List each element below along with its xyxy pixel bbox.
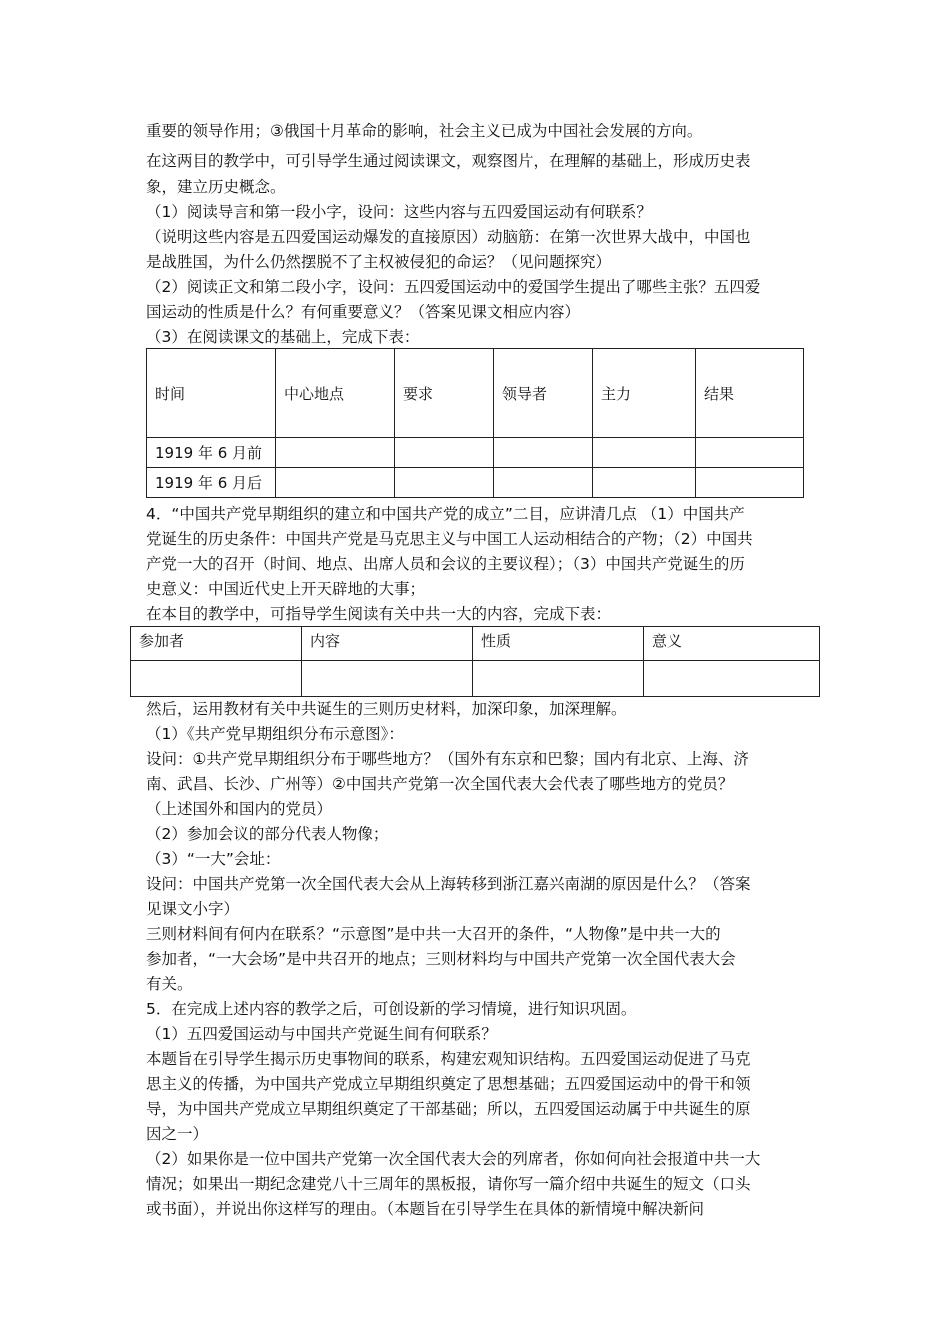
paragraph-line: （2）参加会议的部分代表人物像；	[146, 825, 389, 843]
paragraph-line: 参加者，“一大会场”是中共召开的地点；三则材料均与中国共产党第一次全国代表大会	[146, 950, 736, 968]
table-cell	[696, 468, 804, 498]
table-cell	[395, 438, 494, 468]
table-cell	[131, 661, 302, 697]
paragraph-line: 情况；如果出一期纪念建党八十三周年的黑板报，请你写一篇介绍中共诞生的短文（口头	[146, 1175, 751, 1193]
table-cell	[302, 661, 473, 697]
table-cell	[593, 438, 696, 468]
table-header-cell: 性质	[473, 627, 644, 661]
paragraph-line: （3）“一大”会址：	[146, 850, 281, 868]
table-header-cell: 时间	[147, 349, 276, 438]
paragraph-line: 设问：中国共产党第一次全国代表大会从上海转移到浙江嘉兴南湖的原因是什么？（答案	[146, 875, 751, 893]
paragraph-line: 三则材料间有何内在联系？“示意图”是中共一大召开的条件，“人物像”是中共一大的	[146, 925, 721, 943]
paragraph-line: 国运动的性质是什么？有何重要意义？（答案见课文相应内容）	[146, 303, 581, 321]
congress-table	[130, 626, 820, 697]
table-cell	[395, 468, 494, 498]
paragraph-line: 在本目的教学中，可指导学生阅读有关中共一大的内容，完成下表：	[146, 605, 612, 623]
table-header-cell: 内容	[302, 627, 473, 661]
paragraph-line: 是战胜国，为什么仍然摆脱不了主权被侵犯的命运？（见问题探究）	[146, 253, 612, 271]
paragraph-line: 在这两目的教学中，可引导学生通过阅读课文，观察图片，在理解的基础上，形成历史表	[146, 152, 751, 170]
paragraph-line: 或书面），并说出你这样写的理由。（本题旨在引导学生在具体的新情境中解决新问	[146, 1200, 705, 1218]
paragraph-line: （上述国外和国内的党员）	[146, 800, 333, 818]
paragraph-line: 思主义的传播，为中国共产党成立早期组织奠定了思想基础；五四爱国运动中的骨干和领	[146, 1075, 751, 1093]
table-cell	[276, 438, 395, 468]
table-cell	[593, 468, 696, 498]
table-header-cell: 中心地点	[276, 349, 395, 438]
protest-table	[146, 348, 804, 498]
table-cell	[696, 438, 804, 468]
table-cell	[276, 468, 395, 498]
table-header-cell: 参加者	[131, 627, 302, 661]
paragraph-line: （2）如果你是一位中国共产党第一次全国代表大会的列席者，你如何向社会报道中共一大	[146, 1150, 761, 1168]
paragraph-line: 党诞生的历史条件：中国共产党是马克思主义与中国工人运动相结合的产物；（2）中国共	[146, 530, 753, 548]
table-cell	[473, 661, 644, 697]
table-cell	[494, 468, 593, 498]
paragraph-line: 导，为中国共产党成立早期组织奠定了干部基础；所以，五四爱国运动属于中共诞生的原	[146, 1100, 751, 1118]
paragraph-line: 本题旨在引导学生揭示历史事物间的联系，构建宏观知识结构。五四爱国运动促进了马克	[146, 1050, 751, 1068]
paragraph-line: 4．“中国共产党早期组织的建立和中国共产党的成立”二目，应讲清几点 （1）中国共产	[146, 505, 745, 523]
table-header-cell: 要求	[395, 349, 494, 438]
table-row	[147, 438, 804, 468]
paragraph-line: （说明这些内容是五四爱国运动爆发的直接原因）动脑筋：在第一次世界大战中，中国也	[146, 228, 751, 246]
table-header-cell: 意义	[644, 627, 820, 661]
table-header-cell: 主力	[593, 349, 696, 438]
paragraph-line: 设问：①共产党早期组织分布于哪些地方？（国外有东京和巴黎；国内有北京、上海、济	[146, 750, 749, 768]
table-cell	[644, 661, 820, 697]
paragraph-line: （1）阅读导言和第一段小字，设问：这些内容与五四爱国运动有何联系？	[146, 203, 652, 221]
paragraph-line: （3）在阅读课文的基础上，完成下表：	[146, 328, 420, 346]
table-header-row	[147, 349, 804, 438]
table-cell	[494, 438, 593, 468]
paragraph-line: 有关。	[146, 975, 193, 993]
paragraph-line: 见课文小字）	[146, 900, 240, 918]
paragraph-line: 5．在完成上述内容的教学之后，可创设新的学习情境，进行知识巩固。	[146, 1000, 637, 1018]
table-header-row	[131, 627, 820, 661]
table-cell: 1919 年 6 月前	[147, 438, 276, 468]
paragraph-line: （1）五四爱国运动与中国共产党诞生间有何联系？	[146, 1025, 497, 1043]
table-cell: 1919 年 6 月后	[147, 468, 276, 498]
paragraph-line: 重要的领导作用；③俄国十月革命的影响，社会主义已成为中国社会发展的方向。	[146, 122, 703, 140]
paragraph-line: 象，建立历史概念。	[146, 178, 286, 196]
paragraph-line: 因之一）	[146, 1125, 209, 1143]
paragraph-line: 史意义：中国近代史上开天辟地的大事；	[146, 580, 426, 598]
table-row	[131, 661, 820, 697]
paragraph-line: 然后，运用教材有关中共诞生的三则历史材料，加深印象，加深理解。	[146, 700, 627, 718]
table-header-cell: 领导者	[494, 349, 593, 438]
paragraph-line: 产党一大的召开（时间、地点、出席人员和会议的主要议程）；（3）中国共产党诞生的历	[146, 555, 745, 573]
table-row	[147, 468, 804, 498]
table-header-cell: 结果	[696, 349, 804, 438]
paragraph-line: 南、武昌、长沙、广州等）②中国共产党第一次全国代表大会代表了哪些地方的党员？	[146, 775, 734, 793]
paragraph-line: （2）阅读正文和第二段小字，设问：五四爱国运动中的爱国学生提出了哪些主张？五四爱	[146, 278, 761, 296]
paragraph-line: （1）《共产党早期组织分布示意图》：	[146, 725, 404, 743]
